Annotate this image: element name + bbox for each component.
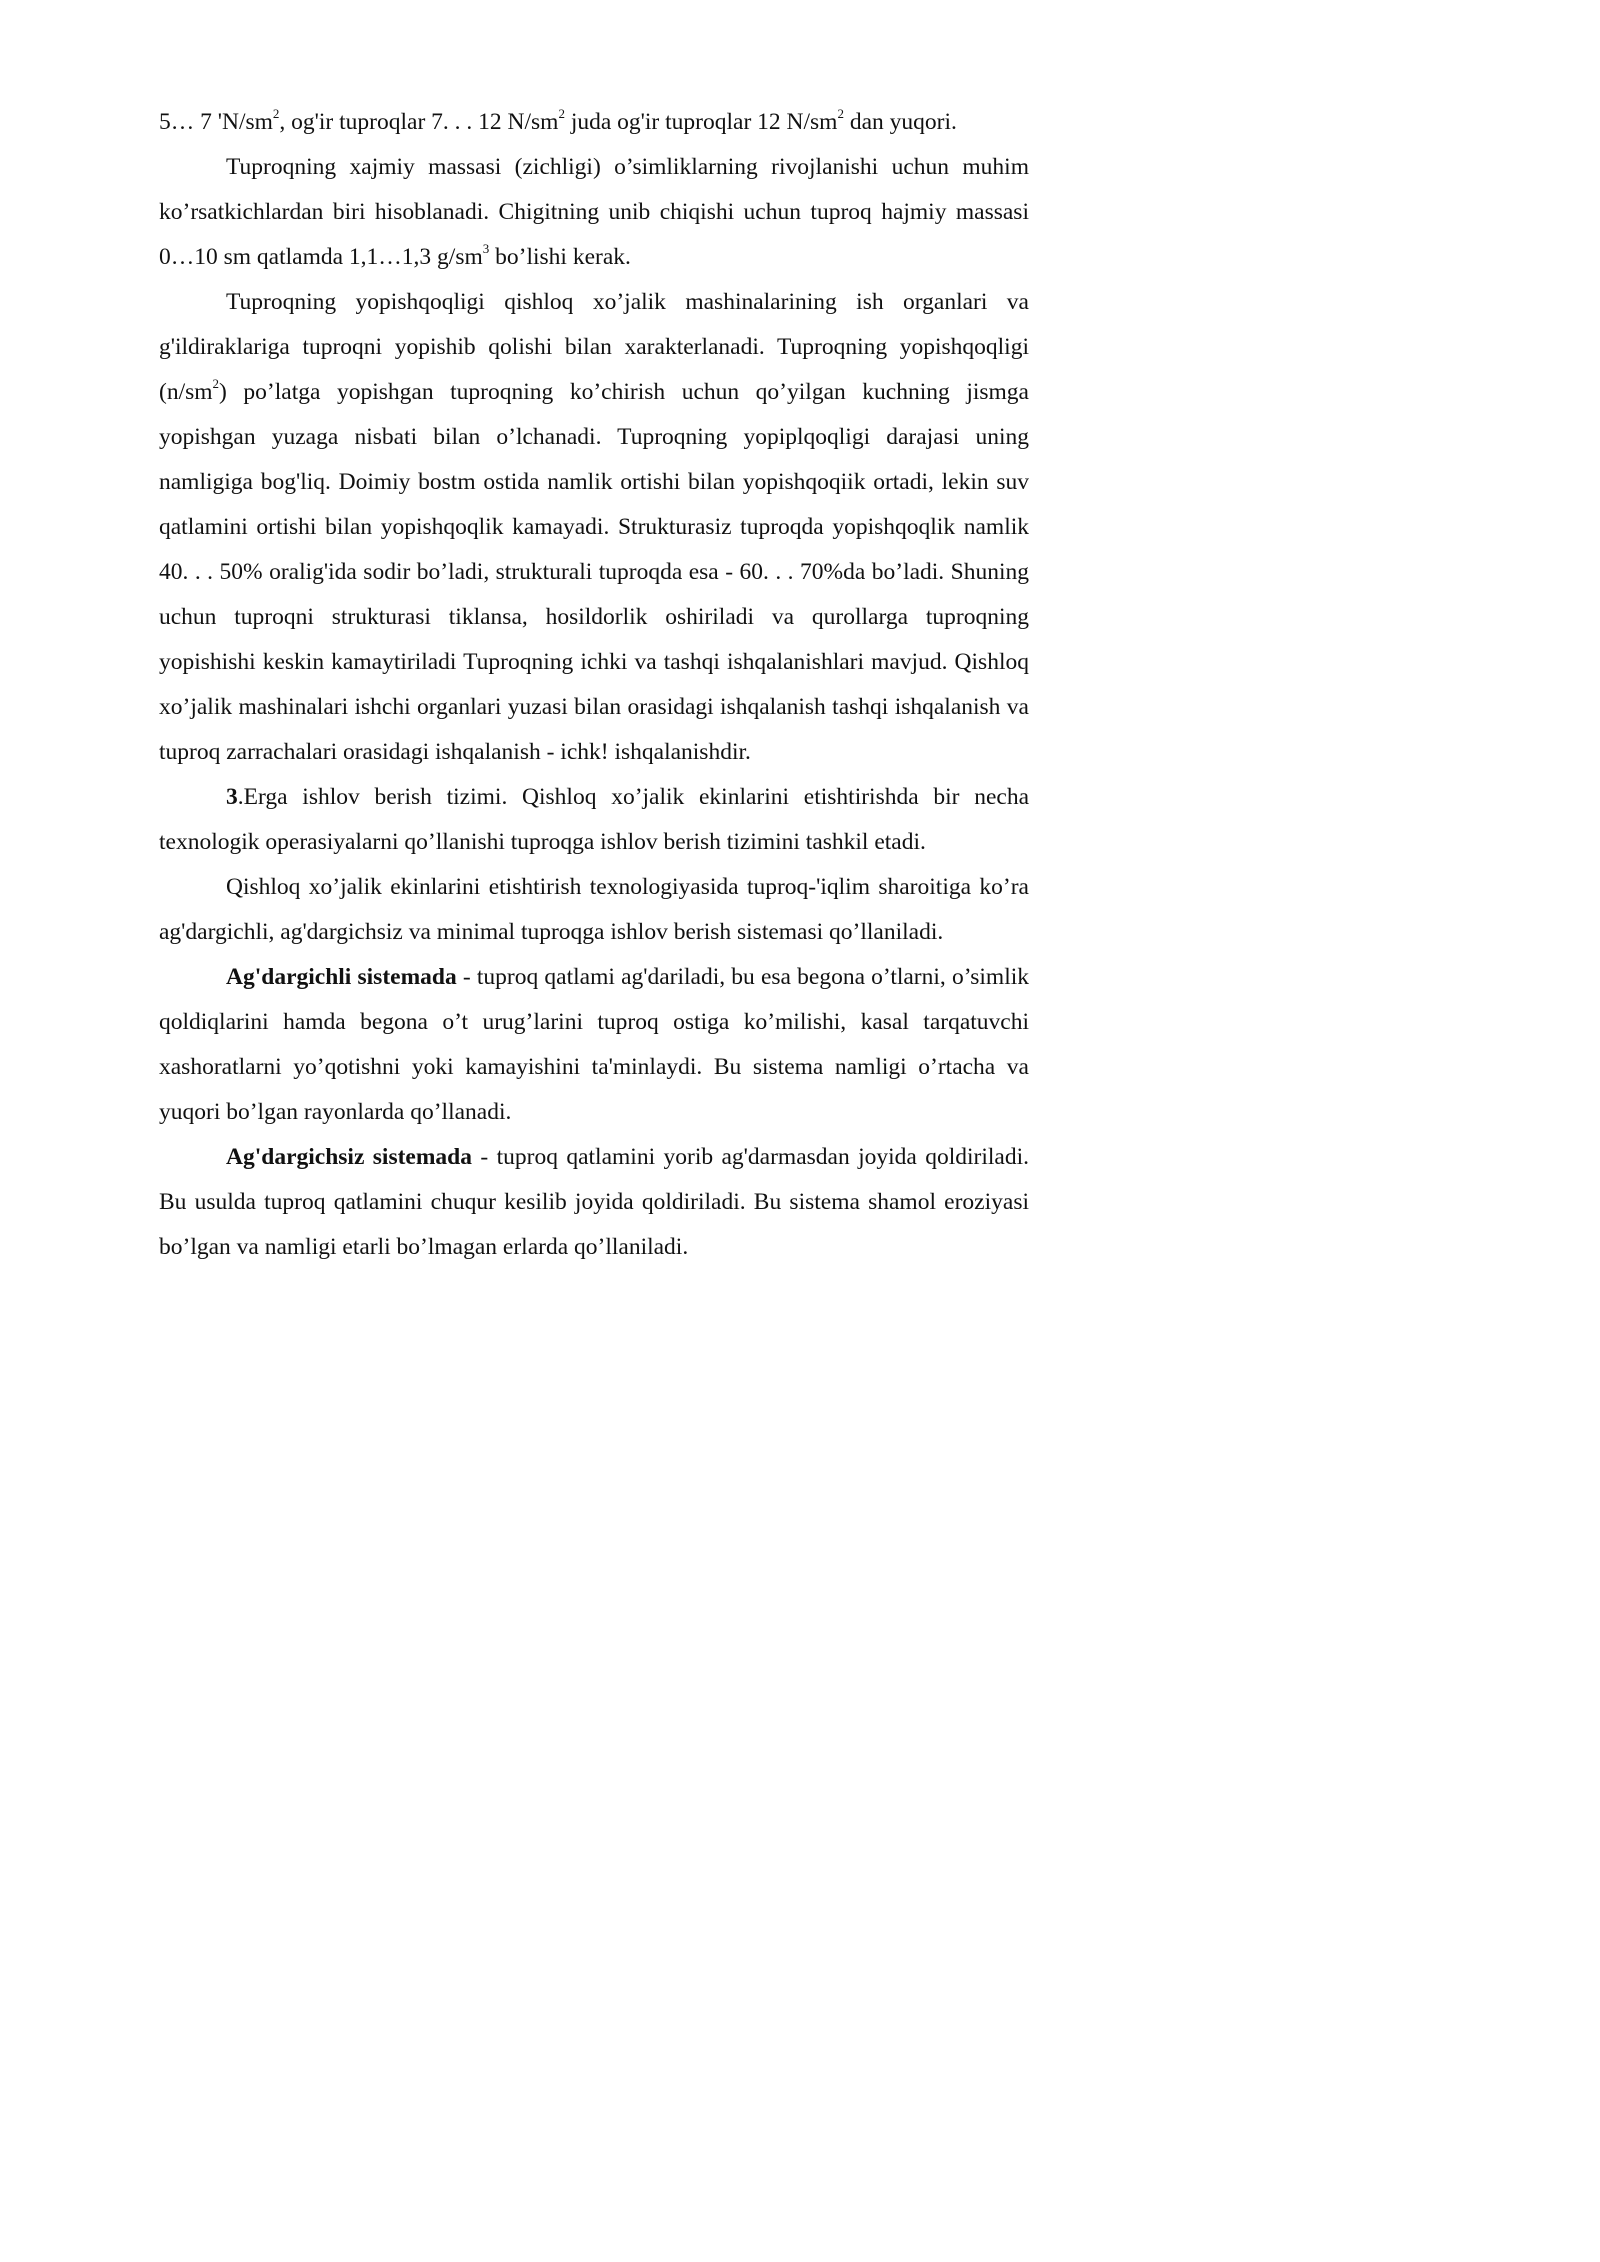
section-number: 3 (226, 784, 238, 810)
body-text (159, 100, 1029, 1270)
paragraph-bulk-density: Tuproqning xajmiy massasi (zichligi) o’simliklarning rivojlanishi uchun muhim ko’rsatkichlardan biri hisoblanadi. Chigitning unib chiqishi uchun tuproq hajmiy massasi 0…10 sm qatlamda 1,1…1,3 $g/sm^3$ bo’lishi kerak. (159, 154, 1029, 270)
paragraph-moldboardless-system: Ag'dargichsiz sistemada - tuproq qatlamini yorib ag'darmasdan joyida qoldiriladi. Bu usulda tuproq qatlamini chuqur kesilib joyida qoldiriladi. Bu sistema shamol eroziyasi bo’lgan va namligi etarli bo’lmagan erlarda qo’llaniladi. (159, 1144, 1029, 1260)
superscript: 2 (558, 106, 565, 122)
document-page (0, 0, 1100, 1555)
paragraph-soil-hardness-continued: 5… 7 '$N/sm^2$, og'ir tuproqlar 7. . . 12 $N/sm^2$ juda og'ir tuproqlar 12 $N/sm^2$ dan yuqori. (159, 106, 957, 135)
superscript: 2 (272, 106, 280, 122)
term-heading: Ag'dargichli sistemada (226, 964, 457, 990)
paragraph-stickiness: Tuproqning yopishqoqligi qishloq xo’jalik mashinalarining ish organlari va g'ildiraklariga tuproqni yopishib qolishi bilan xarakterlanadi. Tuproqning yopishqoqligi $(n/sm^2)$ po’latga yopishgan tuproqning ko’chirish uchun qo’yilgan kuchning jismga yopishgan yuzaga nisbati bilan o’lchanadi. Tuproqning yopiplqoqligi darajasi uning namligiga bog'liq. Doimiy bostm ostida namlik ortishi bilan yopishqoqiik ortadi, lekin suv qatlamini ortishi bilan yopishqoqlik kamayadi. Strukturasiz tuproqda yopishqoqlik namlik 40. . . 50% oralig'ida sodir bo’ladi, strukturali tuproqda esa - 60. . . 70%da bo’ladi. Shuning uchun tuproqni strukturasi tiklansa, hosildorlik oshiriladi va qurollarga tuproqning yopishishi keskin kamaytiriladi Tuproqning ichki va tashqi ishqalanishlari mavjud. Qishloq xo’jalik mashinalari ishchi organlari yuzasi bilan orasidagi ishqalanish tashqi ishqalanish va tuproq zarrachalari orasidagi ishqalanish - ichk! ishqalanishdir. (159, 289, 1029, 765)
paragraph-moldboard-system: Ag'dargichli sistemada - tuproq qatlami ag'dariladi, bu esa begona o’tlarni, o’simlik qoldiqlarini hamda begona o’t urug’larini tuproq ostiga ko’milishi, kasal tarqatuvchi xashoratlarni yo’qotishni yoki kamayishini ta'minlaydi. Bu sistema namligi o’rtacha va yuqori bo’lgan rayonlarda qo’llanadi. (159, 964, 1030, 1125)
superscript: 3 (482, 241, 490, 257)
term-heading: Ag'dargichsiz sistemada (226, 1144, 472, 1170)
superscript: 2 (212, 376, 220, 392)
superscript: 2 (837, 106, 844, 122)
paragraph-tillage-system: 3.Erga ishlov berish tizimi. Qishloq xo’jalik ekinlarini etishtirishda bir necha texnologik operasiyalarni qo’llanishi tuproqga ishlov berish tizimini tashkil etadi. (159, 784, 1029, 855)
paragraph-tillage-types: Qishloq xo’jalik ekinlarini etishtirish texnologiyasida tuproq-'iqlim sharoitiga ko’ra ag'dargichli, ag'dargichsiz va minimal tuproqga ishlov berish sistemasi qo’llaniladi. (159, 874, 1029, 945)
